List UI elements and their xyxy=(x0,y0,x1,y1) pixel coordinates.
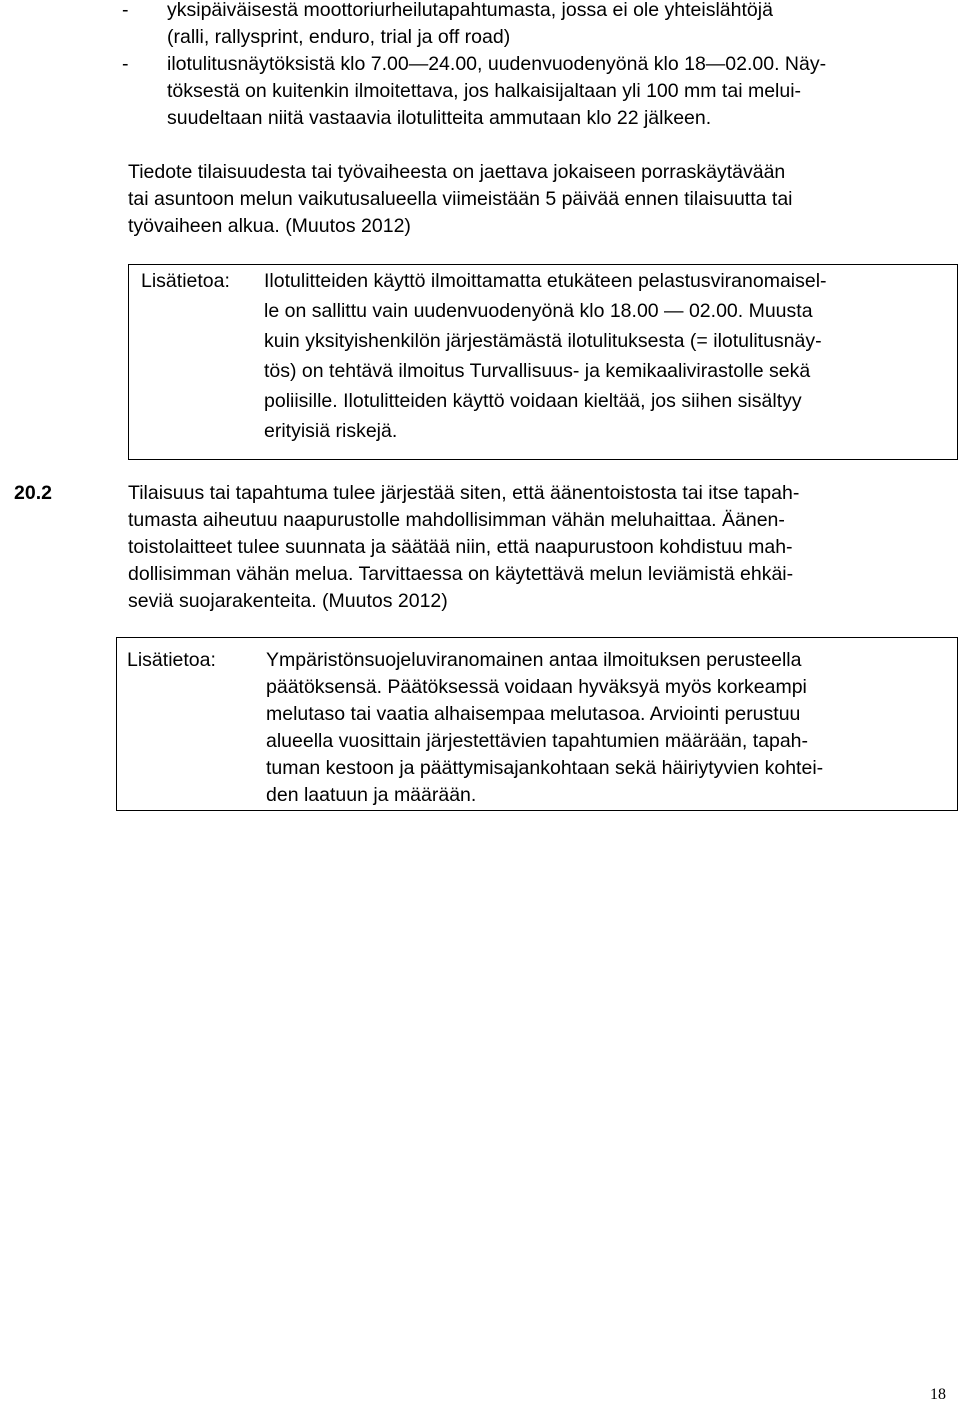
info-box-line: Ilotulitteiden käyttö ilmoittamatta etukäteen pelastusviranomaisel- xyxy=(264,270,827,292)
bullet-line: (ralli, rallysprint, enduro, trial ja off road) xyxy=(167,26,511,48)
section-text-line: seviä suojarakenteita. (Muutos 2012) xyxy=(128,590,448,612)
info-box-line: erityisiä riskejä. xyxy=(264,420,398,442)
page-number: 18 xyxy=(930,1386,946,1403)
info-box-line: poliisille. Ilotulitteiden käyttö voidaan kieltää, jos siihen sisältyy xyxy=(264,390,802,412)
info-box-line: melutaso tai vaatia alhaisempaa melutasoa. Arviointi perustuu xyxy=(266,703,801,725)
info-box-label: Lisätietoa: xyxy=(127,649,216,671)
notice-paragraph-line: työvaiheen alkua. (Muutos 2012) xyxy=(128,215,411,237)
info-box-line: tös) on tehtävä ilmoitus Turvallisuus- ja kemikaalivirastolle sekä xyxy=(264,360,811,382)
notice-paragraph-line: tai asuntoon melun vaikutusalueella viimeistään 5 päivää ennen tilaisuutta tai xyxy=(128,188,793,210)
notice-paragraph-line: Tiedote tilaisuudesta tai työvaiheesta on jaettava jokaiseen porraskäytävään xyxy=(128,161,786,183)
bullet-dash: - xyxy=(122,53,129,75)
info-box-label: Lisätietoa: xyxy=(141,270,230,292)
info-box xyxy=(128,264,958,460)
info-box-line: le on sallittu vain uudenvuodenyönä klo 18.00 — 02.00. Muusta xyxy=(264,300,813,322)
info-box-line: tuman kestoon ja päättymisajankohtaan sekä häiriytyvien kohtei- xyxy=(266,757,824,779)
bullet-line: töksestä on kuitenkin ilmoitettava, jos halkaisijaltaan yli 100 mm tai melui- xyxy=(167,80,802,102)
info-box-line: alueella vuosittain järjestettävien tapahtumien määrään, tapah- xyxy=(266,730,809,752)
section-text-line: dollisimman vähän melua. Tarvittaessa on käytettävä melun leviämistä ehkäi- xyxy=(128,563,794,585)
bullet-line: yksipäiväisestä moottoriurheilutapahtumasta, jossa ei ole yhteislähtöjä xyxy=(167,0,773,21)
info-box-line: päätöksensä. Päätöksessä voidaan hyväksyä myös korkeampi xyxy=(266,676,807,698)
section-number: 20.2 xyxy=(14,482,52,504)
bullet-line: ilotulitusnäytöksistä klo 7.00—24.00, uudenvuodenyönä klo 18—02.00. Näy- xyxy=(167,53,827,75)
info-box xyxy=(116,637,958,811)
section-text-line: toistolaitteet tulee suunnata ja säätää niin, että naapurustoon kohdistuu mah- xyxy=(128,536,793,558)
info-box-line: den laatuun ja määrään. xyxy=(266,784,477,806)
bullet-line: suudeltaan niitä vastaavia ilotulitteita ammutaan klo 22 jälkeen. xyxy=(167,107,712,129)
section-text-line: tumasta aiheutuu naapurustolle mahdollisimman vähän meluhaittaa. Äänen- xyxy=(128,509,785,531)
bullet-dash: - xyxy=(122,0,129,21)
info-box-line: Ympäristönsuojeluviranomainen antaa ilmoituksen perusteella xyxy=(266,649,802,671)
info-box-line: kuin yksityishenkilön järjestämästä ilotulituksesta (= ilotulitusnäy- xyxy=(264,330,822,352)
section-text-line: Tilaisuus tai tapahtuma tulee järjestää siten, että äänentoistosta tai itse tapah- xyxy=(128,482,800,504)
